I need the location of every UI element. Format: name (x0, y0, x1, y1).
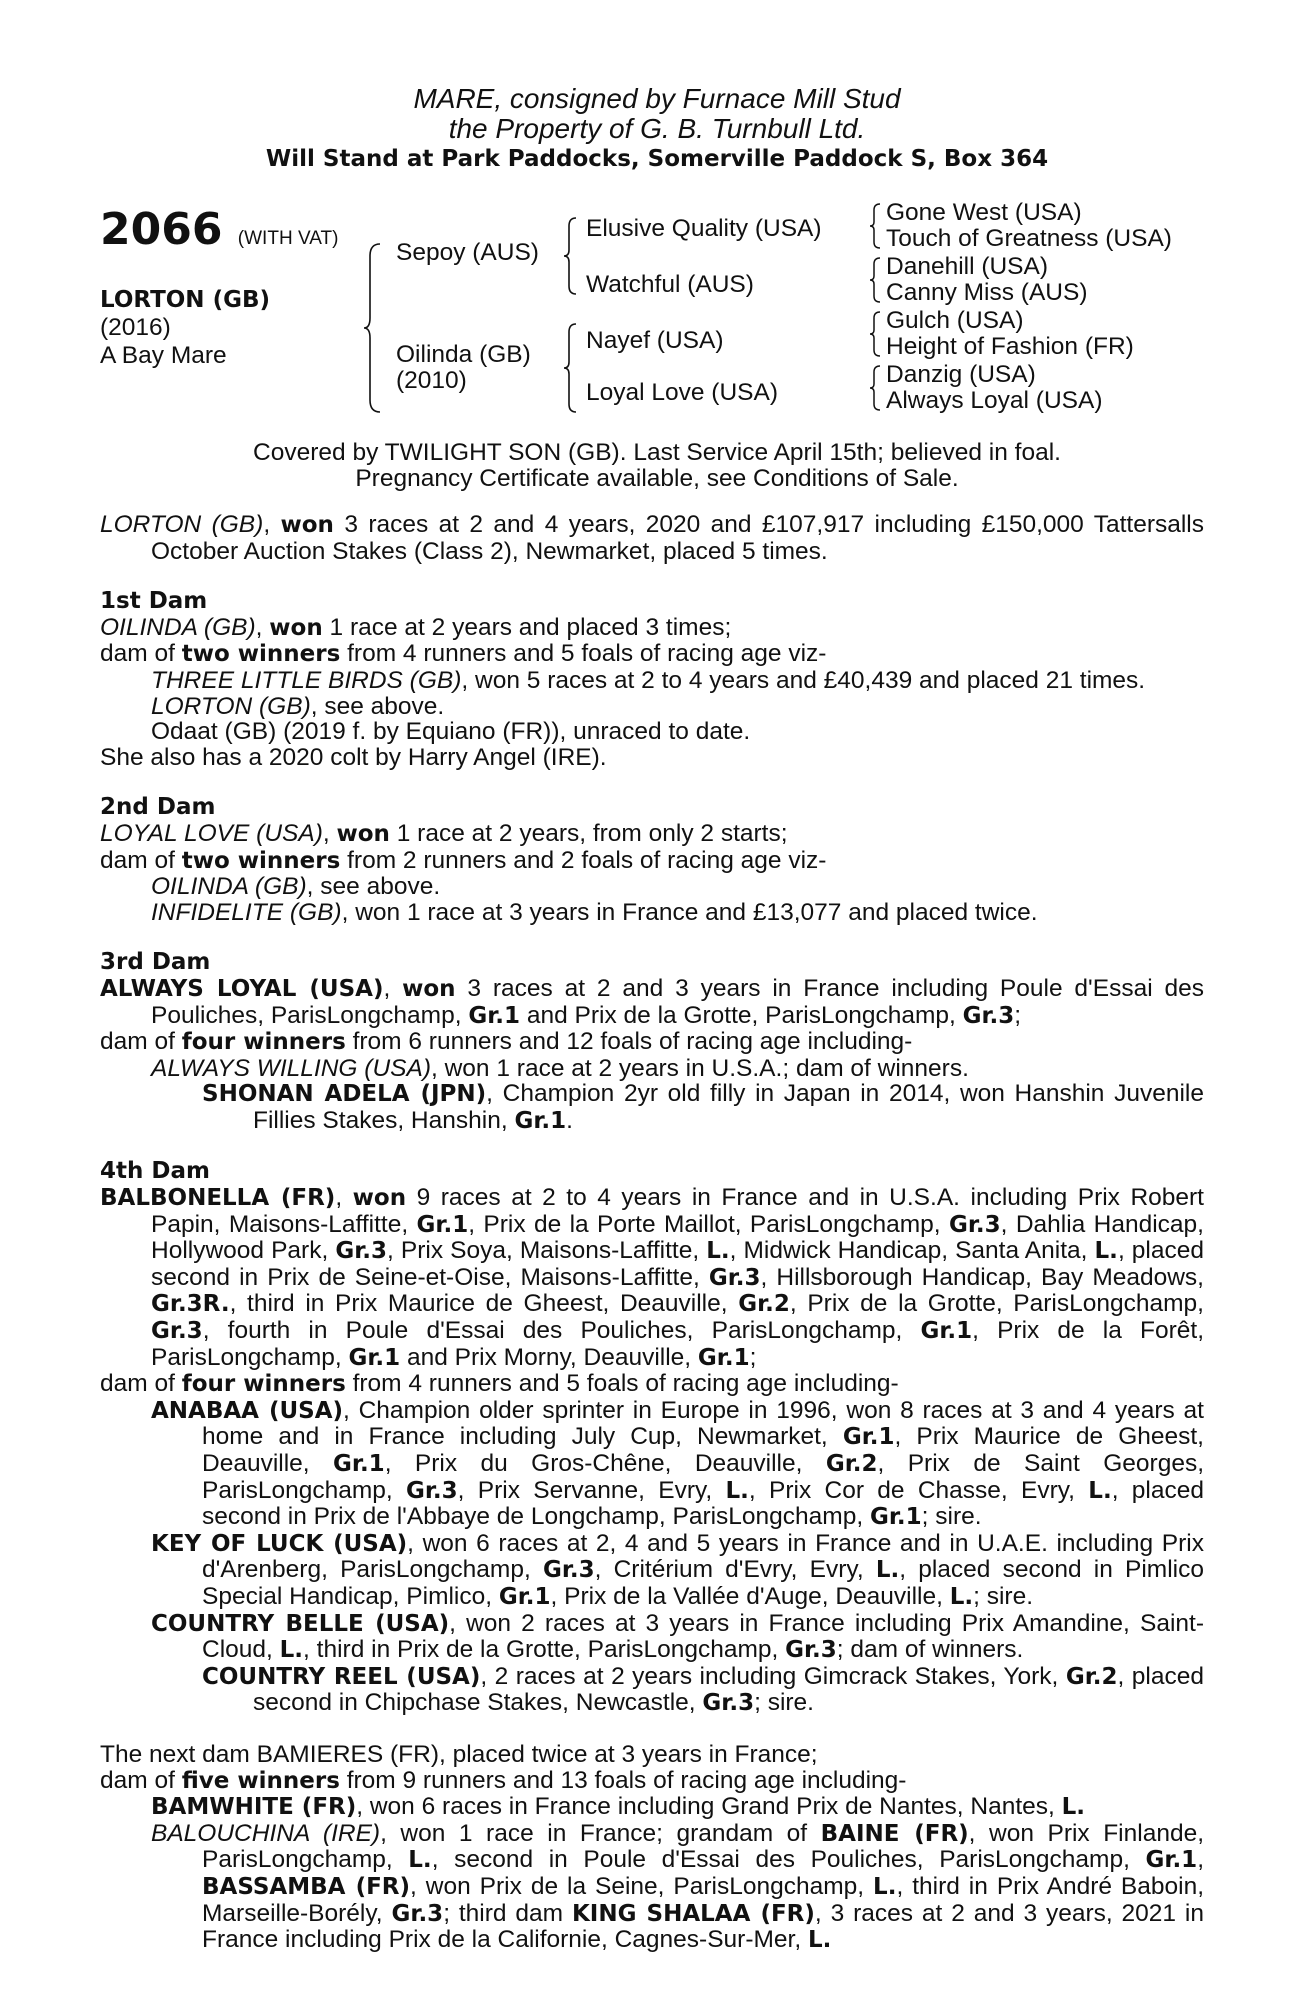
pedigree-ggs-8: Always Loyal (USA) (886, 387, 1103, 414)
grade-label: L. (408, 1847, 432, 1874)
winners-count: two winners (181, 641, 341, 668)
record-text: , won 6 races at 2, 4 and 5 years in France and in U.A.E. including Prix d'Arenberg, ParisLongchamp, (202, 1529, 1204, 1584)
grade-label: Gr.1 (498, 1583, 551, 1610)
grade-label: L. (875, 1557, 900, 1584)
record-text: ; (1014, 1001, 1022, 1029)
grandproduce-item (100, 1664, 1204, 1717)
grade-label: L. (1088, 1477, 1112, 1504)
also-note: She also has a 2020 colt by Harry Angel (IRE). (100, 743, 607, 771)
pedigree-sire-sire: Elusive Quality (USA) (586, 215, 822, 242)
produce-text: , won 6 races in France including Grand Prix de Nantes, Nantes, (356, 1793, 1062, 1821)
grade-label: Gr.3 (542, 1557, 595, 1584)
next-dam-section (100, 1742, 1204, 1954)
record-text: ; dam of winners. (836, 1636, 1024, 1664)
dam-of-rest: from 6 runners and 12 foals of racing age including- (345, 1028, 913, 1056)
produce-text: , Champion 2yr old filly in Japan in 2014, won Hanshin Juvenile Fillies Stakes, Hanshin, (253, 1080, 1204, 1134)
produce-name: ALWAYS WILLING (USA) (151, 1054, 431, 1082)
produce-text: , won 5 races at 2 to 4 years and £40,439 and placed 21 times. (461, 666, 1146, 694)
grade-label: Gr.1 (869, 1504, 922, 1531)
produce-name: LORTON (GB) (151, 692, 311, 720)
record-text: , Hillsborough Handicap, Bay Meadows, (760, 1263, 1204, 1291)
record-text: , third in Prix Maurice de Gheest, Deauville, (229, 1290, 739, 1318)
first-dam-produce-summary (100, 641, 1204, 668)
record-text: 9 races at 2 to 4 years in France and in U.S.A. including Prix Robert Papin, Maisons-Laffitte, (151, 1184, 1204, 1238)
won-label: won (336, 820, 390, 847)
pedigree-ggs-7: Danzig (USA) (886, 361, 1036, 388)
fourth-dam-heading: 4th Dam (100, 1158, 210, 1185)
third-dam-name: ALWAYS LOYAL (USA) (100, 975, 384, 1002)
grade-label: Gr.1 (416, 1211, 469, 1238)
record-text: , third in Prix de la Grotte, ParisLongchamp, (303, 1636, 786, 1664)
produce-item (100, 1531, 1204, 1611)
first-dam-heading: 1st Dam (100, 588, 208, 615)
next-dam-produce-summary (100, 1768, 1204, 1795)
third-dam-section (100, 950, 1204, 1134)
fourth-dam-produce-summary (100, 1371, 1204, 1398)
winners-count: four winners (181, 1371, 346, 1398)
lot-number (100, 206, 338, 263)
record-text: , Prix de la Porte Maillot, ParisLongchamp, (468, 1210, 949, 1238)
produce-text: , (1197, 1846, 1204, 1874)
winners-count: five winners (181, 1767, 340, 1794)
catalogue-body (100, 512, 1204, 1954)
horse-identity (100, 286, 270, 370)
first-dam-section (100, 589, 1204, 770)
fourth-dam-record: BALBONELLA (FR), won 9 races at 2 to 4 years in France and in U.S.A. including Prix Robert Papin, Maisons-Laffitte, Gr.1, Prix de la Porte Maillot, ParisLongchamp, Gr.3, Dahlia Handicap, Hollywood Park, Gr.3, Prix Soya, Maisons-Laffitte, L., Midwick Handicap, Santa Anita, L., placed second in Prix de Seine-et-Oise, Maisons-Laffitte, Gr.3, Hillsborough Handicap, Bay Meadows, Gr.3R., third in Prix Maurice de Gheest, Deauville, Gr.2, Prix de la Grotte, ParisLongchamp, Gr.3, fourth in Poule d'Essai des Pouliches, ParisLongchamp, Gr.1, Prix de la Forêt, ParisLongchamp, Gr.1 and Prix Morny, Deauville, Gr.1; (100, 1184, 1205, 1371)
produce-text: , won Prix de la Seine, ParisLongchamp, (410, 1872, 874, 1900)
produce-item (100, 1794, 1204, 1821)
dam-of-rest: from 2 runners and 2 foals of racing age viz- (340, 846, 827, 874)
produce-name: BAMWHITE (FR) (151, 1794, 357, 1821)
produce-text: ; third dam (443, 1899, 572, 1927)
record-text: , Dahlia Handicap, Hollywood Park, (151, 1210, 1204, 1265)
produce-text: , see above. (306, 873, 441, 901)
third-dam-record: ALWAYS LOYAL (USA), won 3 races at 2 and 3 years in France including Poule d'Essai des Pouliches, ParisLongchamp, Gr.1 and Prix de la Grotte, ParisLongchamp, Gr.3; (100, 974, 1204, 1029)
pedigree-dam-dam: Loyal Love (USA) (586, 379, 779, 406)
second-dam-section (100, 795, 1204, 925)
pedigree-ggs-6: Height of Fashion (FR) (886, 333, 1134, 360)
produce-name: BAINE (FR) (820, 1820, 969, 1847)
record-text: , placed second in Pimlico Special Handicap, Pimlico, (202, 1556, 1204, 1610)
pedigree-brace-gg1 (868, 202, 882, 250)
race-record-text: 3 races at 2 and 4 years, 2020 and £107,917 including £150,000 Tattersalls October Auction Stakes (Class 2), Newmarket, placed 5 times. (151, 511, 1204, 565)
produce-text: , won 1 race at 3 years in France and £13,077 and placed twice. (341, 898, 1038, 926)
pedigree-sire-dam: Watchful (AUS) (586, 271, 754, 298)
second-dam-record-text: 1 race at 2 years, from only 2 starts; (389, 819, 788, 847)
dam-of-text: dam of (100, 1370, 182, 1398)
record-text: , Prix Servanne, Evry, (457, 1476, 726, 1504)
third-dam-produce-summary (100, 1029, 1204, 1056)
won-label: won (402, 975, 456, 1002)
horse-name-italic: LORTON (GB) (100, 511, 264, 538)
first-dam-record: OILINDA (GB), won 1 race at 2 years and placed 3 times; (100, 613, 732, 641)
record-text: , Prix Maurice de Gheest, Deauville, (202, 1423, 1204, 1477)
record-text: , placed second in Prix de l'Abbaye de Longchamp, ParisLongchamp, (202, 1476, 1205, 1531)
produce-text: , third in Prix André Baboin, Marseille-Borély, (202, 1872, 1205, 1927)
produce-item (100, 1081, 1204, 1134)
produce-item: Odaat (GB) (2019 f. by Equiano (FR)), unraced to date. (151, 718, 751, 746)
record-text: , Prix de la Vallée d'Auge, Deauville, (550, 1582, 950, 1610)
pedigree-dam-sire: Nayef (USA) (586, 327, 724, 354)
record-text: , placed second in Prix de Seine-et-Oise, Maisons-Laffitte, (151, 1237, 1205, 1291)
dam-of-text: dam of (100, 640, 182, 668)
fourth-dam-name: BALBONELLA (FR) (100, 1185, 336, 1212)
lot-number-text: 2066 (100, 204, 223, 255)
grade-label: Gr.3 (962, 1002, 1015, 1029)
record-text: ; (749, 1343, 757, 1371)
dam-of-text: dam of (100, 1766, 182, 1794)
grade-label: Gr.3 (948, 1211, 1001, 1238)
produce-name: COUNTRY BELLE (USA) (151, 1610, 450, 1637)
dam-of-rest: from 9 runners and 13 foals of racing age including- (339, 1766, 907, 1794)
produce-item (100, 1611, 1204, 1664)
produce-item (100, 900, 1204, 926)
grade-label: Gr.1 (333, 1451, 385, 1477)
winners-count: four winners (181, 1029, 346, 1056)
produce-name: BASSAMBA (FR) (202, 1873, 411, 1900)
grade-label: L. (873, 1873, 897, 1900)
pedigree-sire: Sepoy (AUS) (396, 239, 539, 266)
certificate-line: Pregnancy Certificate available, see Conditions of Sale. (355, 464, 959, 492)
pedigree-brace-gg3 (868, 310, 882, 358)
dam-of-text: dam of (100, 846, 182, 874)
record-text: ; sire. (973, 1582, 1034, 1610)
dam-of-rest: from 4 runners and 5 foals of racing age including- (345, 1370, 899, 1398)
grade-label: Gr.1 (514, 1107, 567, 1134)
consignor-line: MARE, consigned by Furnace Mill Stud (413, 83, 901, 114)
pedigree-brace-gg2 (868, 256, 882, 304)
record-text: , Prix de la Forêt, ParisLongchamp, (151, 1317, 1205, 1371)
dam-of-text: dam of (100, 1028, 182, 1056)
stand-line: Will Stand at Park Paddocks, Somerville Paddock S, Box 364 (265, 146, 1049, 172)
record-text: , placed second in Chipchase Stakes, Newcastle, (253, 1662, 1204, 1717)
record-text: ; sire. (921, 1503, 982, 1531)
grade-label: Gr.1 (468, 1002, 521, 1029)
horse-description: A Bay Mare (100, 342, 227, 369)
grade-label: Gr.2 (825, 1451, 878, 1477)
produce-text: , won 1 race in France; grandam of (380, 1819, 821, 1847)
race-record: LORTON (GB), won 3 races at 2 and 4 years, 2020 and £107,917 including £150,000 Tattersalls October Auction Stakes (Class 2), Newmarket, placed 5 times. (100, 511, 1204, 565)
produce-text: , 3 races at 2 and 3 years, 2021 in France including Prix de la Californie, Cagnes-Sur-Mer, (202, 1899, 1204, 1954)
record-text: , Prix Soya, Maisons-Laffitte, (387, 1237, 707, 1265)
pedigree-ggs-4: Canny Miss (AUS) (886, 279, 1088, 306)
produce-item (100, 1056, 1204, 1082)
horse-year: (2016) (100, 314, 171, 341)
produce-text: , second in Poule d'Essai des Pouliches, ParisLongchamp, (431, 1846, 1146, 1874)
grade-label: Gr.1 (697, 1344, 750, 1371)
grade-label: Gr.3 (405, 1477, 458, 1504)
pedigree-ggs-1: Gone West (USA) (886, 199, 1082, 226)
won-label: won (352, 1185, 407, 1212)
covering-note (0, 440, 1314, 491)
grade-label: L. (1094, 1238, 1118, 1265)
grade-label: L. (949, 1583, 974, 1610)
grade-label: L. (725, 1477, 749, 1504)
pedigree-dam-year: (2010) (396, 367, 467, 394)
pedigree-ggs-2: Touch of Greatness (USA) (886, 225, 1172, 252)
grade-label: Gr.3R. (151, 1291, 230, 1318)
record-text: , Champion older sprinter in Europe in 1996, won 8 races at 3 and 4 years at home and in France including July Cup, Newmarket, (202, 1396, 1204, 1451)
grade-label: Gr.2 (1065, 1663, 1118, 1690)
grade-label: L. (807, 1927, 832, 1954)
won-label: won (280, 512, 334, 538)
produce-name: COUNTRY REEL (USA) (202, 1663, 481, 1690)
record-text: , Prix de Saint Georges, ParisLongchamp, (202, 1450, 1204, 1504)
pedigree-brace-main (362, 242, 382, 414)
produce-text: , see above. (310, 692, 445, 720)
vat-label: (WITH VAT) (237, 228, 339, 249)
third-dam-heading: 3rd Dam (100, 949, 211, 976)
produce-name: KEY OF LUCK (USA) (151, 1530, 408, 1557)
record-text: , Prix du Gros-Chêne, Deauville, (384, 1450, 826, 1477)
grade-label: Gr.2 (738, 1291, 790, 1318)
grade-label: L. (279, 1637, 304, 1664)
lot-block (100, 199, 1240, 436)
grade-label: Gr.3 (702, 1690, 755, 1717)
produce-item (100, 1821, 1204, 1954)
pedigree-dam: Oilinda (GB) (396, 341, 531, 368)
produce-text: , won Prix Finlande, ParisLongchamp, (202, 1819, 1205, 1874)
record-text: , Critérium d'Evry, Evry, (594, 1556, 876, 1584)
produce-item (100, 874, 1204, 900)
produce-name: OILINDA (GB) (151, 873, 307, 901)
produce-name: SHONAN ADELA (JPN) (202, 1081, 487, 1108)
record-text: , won 2 races at 3 years in France including Prix Amandine, Saint-Cloud, (202, 1609, 1204, 1664)
record-text: , fourth in Poule d'Essai des Pouliches, ParisLongchamp, (202, 1317, 921, 1345)
first-dam-name: OILINDA (GB) (100, 613, 256, 641)
second-dam-record: LOYAL LOVE (USA), won 1 race at 2 years, from only 2 starts; (100, 819, 788, 847)
grade-label: Gr.1 (920, 1318, 973, 1345)
pedigree-brace-dam (562, 322, 578, 414)
pedigree-ggs-3: Danehill (USA) (886, 253, 1049, 280)
record-text: and Prix Morny, Deauville, (400, 1343, 698, 1371)
grade-label: L. (706, 1238, 730, 1265)
produce-name: BALOUCHINA (IRE) (151, 1819, 381, 1847)
produce-name: KING SHALAA (FR) (571, 1900, 815, 1927)
grade-label: Gr.3 (335, 1238, 388, 1265)
grade-label: Gr.3 (708, 1264, 761, 1291)
grade-label: Gr.1 (842, 1424, 895, 1451)
produce-item (100, 668, 1204, 694)
produce-text: , won 1 race at 2 years in U.S.A.; dam of winners. (431, 1054, 969, 1082)
next-dam-record: The next dam BAMIERES (FR), placed twice at 3 years in France; (100, 1740, 818, 1768)
dam-of-rest: from 4 runners and 5 foals of racing age viz- (340, 640, 827, 668)
first-dam-record-text: 1 race at 2 years and placed 3 times; (322, 613, 732, 641)
produce-item (100, 1398, 1204, 1531)
pedigree-brace-gg4 (868, 364, 882, 412)
fourth-dam-section (100, 1159, 1204, 1716)
record-text: , Midwick Handicap, Santa Anita, (729, 1237, 1095, 1265)
produce-name: THREE LITTLE BIRDS (GB) (151, 666, 462, 694)
produce-text: . (566, 1106, 573, 1134)
record-text: and Prix de la Grotte, ParisLongchamp, (520, 1001, 963, 1029)
produce-item (100, 694, 1204, 720)
pedigree-brace-sire (562, 216, 578, 296)
grade-label: L. (1061, 1794, 1086, 1821)
winners-count: two winners (181, 847, 341, 874)
grade-label: Gr.3 (151, 1318, 203, 1345)
produce-name: INFIDELITE (GB) (151, 898, 342, 926)
won-label: won (269, 614, 323, 641)
page-header (0, 84, 1314, 174)
record-text: , 2 races at 2 years including Gimcrack Stakes, York, (480, 1662, 1066, 1690)
horse-name: LORTON (GB) (100, 287, 270, 313)
grade-label: Gr.3 (391, 1900, 444, 1927)
record-text: 3 races at 2 and 3 years in France including Poule d'Essai des Pouliches, ParisLongchamp, (151, 974, 1204, 1029)
produce-name: ANABAA (USA) (151, 1397, 344, 1424)
covered-line: Covered by TWILIGHT SON (GB). Last Service April 15th; believed in foal. (253, 439, 1061, 466)
pedigree-ggs-5: Gulch (USA) (886, 307, 1024, 334)
property-line: the Property of G. B. Turnbull Ltd. (448, 113, 866, 144)
grade-label: Gr.1 (348, 1344, 401, 1371)
record-text: , Prix Cor de Chasse, Evry, (748, 1476, 1089, 1504)
second-dam-produce-summary (100, 848, 1204, 875)
record-text: ; sire. (754, 1689, 814, 1717)
second-dam-heading: 2nd Dam (100, 794, 216, 821)
grade-label: Gr.3 (785, 1637, 837, 1664)
record-text: , Prix de la Grotte, ParisLongchamp, (789, 1290, 1204, 1318)
grade-label: Gr.1 (1145, 1847, 1198, 1874)
second-dam-name: LOYAL LOVE (USA) (100, 819, 323, 847)
